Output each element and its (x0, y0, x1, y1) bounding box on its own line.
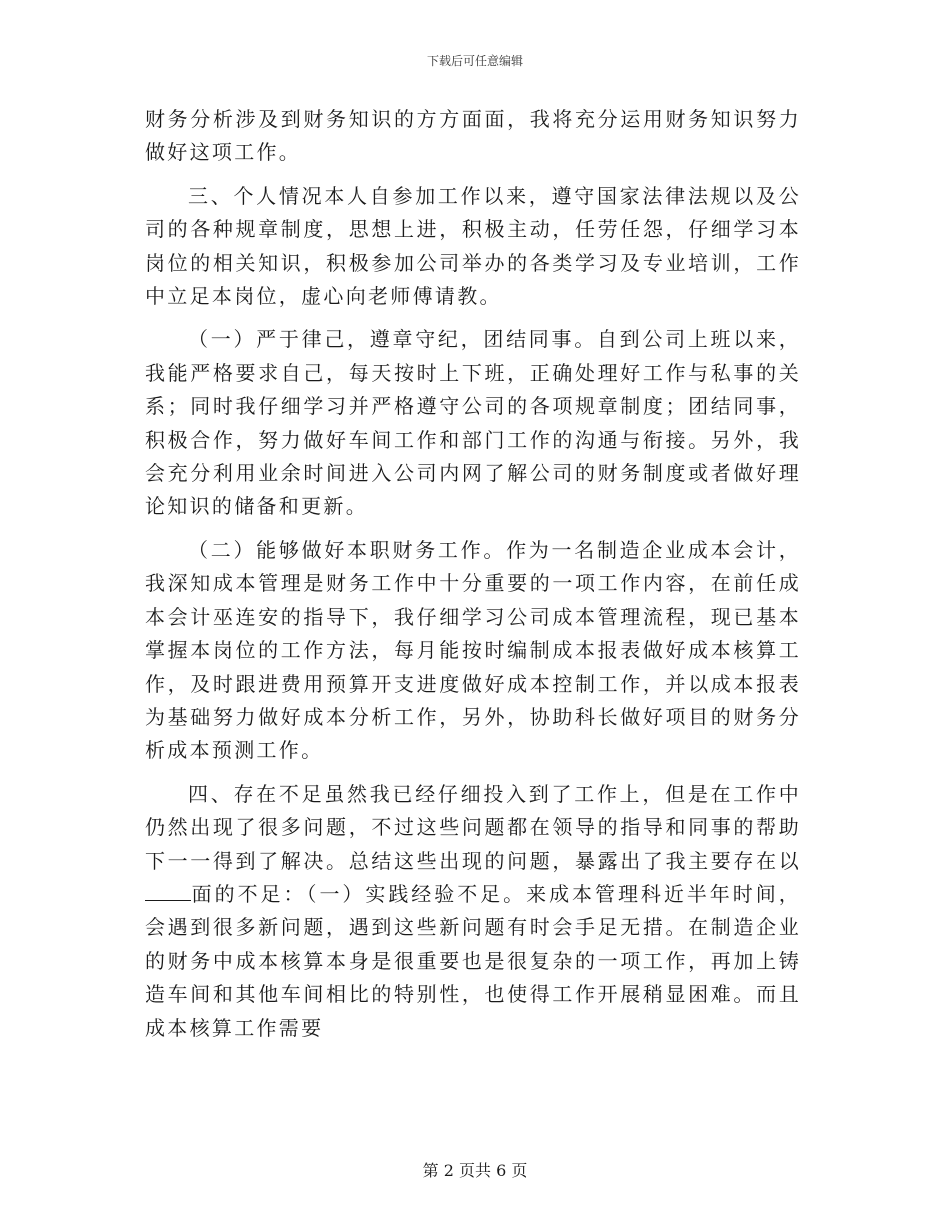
paragraph-4: （二）能够做好本职财务工作。作为一名制造企业成本会计，我深知成本管理是财务工作中十分重要的一项工作内容，在前任成本会计巫连安的指导下，我仔细学习公司成本管理流程，现已基本掌握本岗位的工作方法，每月能按时编制成本报表做好成本核算工作，及时跟进费用预算开支进度做好成本控制工作，并以成本报表为基础努力做好成本分析工作，另外，协助科长做好项目的财务分析成本预测工作。 (145, 537, 801, 763)
paragraph-3: （一）严于律己，遵章守纪，团结同事。自到公司上班以来，我能严格要求自己，每天按时上下班，正确处理好工作与私事的关系；同时我仔细学习并严格遵守公司的各项规章制度；团结同事，积极合作，努力做好车间工作和部门工作的沟通与衔接。另外，我会充分利用业余时间进入公司内网了解公司的财务制度或者做好理论知识的储备和更新。 (145, 327, 801, 519)
paragraph-5-part-2: 面的不足：（一）实践经验不足。来成本管理科近半年时间，会遇到很多新问题，遇到这些新问题有时会手足无措。在制造企业的财务中成本核算本身是很重要也是很复杂的一项工作，再加上铸造车间和其他车间相比的特别性，也使得工作开展稍显困难。而且成本核算工作需要 (145, 881, 801, 1040)
body-text (145, 103, 801, 1045)
paragraph-2: 三、个人情况本人自参加工作以来，遵守国家法律法规以及公司的各种规章制度，思想上进，积极主动，任劳任怨，仔细学习本岗位的相关知识，积极参加公司举办的各类学习及专业培训，工作中立足本岗位，虚心向老师傅请教。 (145, 183, 801, 309)
paragraph-5 (145, 778, 801, 1045)
page-footer: 第 2 页共 6 页 (422, 1161, 528, 1180)
paragraph-1: 财务分析涉及到财务知识的方方面面，我将充分运用财务知识努力做好这项工作。 (145, 107, 801, 165)
fill-in-blank (145, 884, 191, 901)
paragraph-5-part-1: 四、存在不足虽然我已经仔细投入到了工作上，但是在工作中仍然出现了很多问题，不过这些问题都在领导的指导和同事的帮助下一一得到了解决。总结这些出现的问题，暴露出了我主要存在以 (145, 781, 801, 873)
page-header: 下载后可任意编辑 (426, 54, 523, 68)
